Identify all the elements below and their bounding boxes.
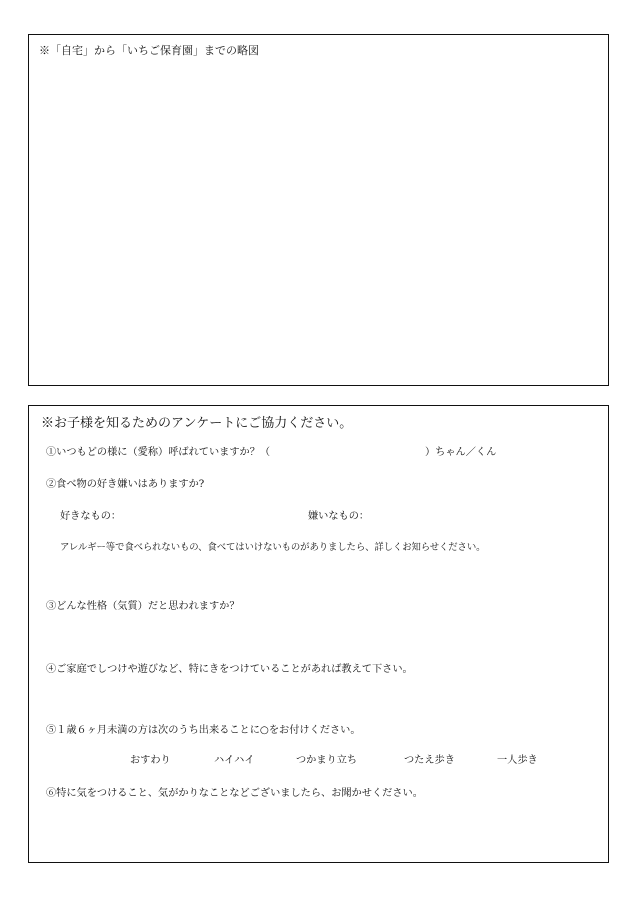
option-haihai[interactable]: ハイハイ [214,755,255,766]
option-tsukamari-dachi[interactable]: つかまり立ち [296,755,358,766]
question-3-text: ③どんな性格（気質）だと思われますか？ [46,601,240,612]
survey-title: ※お子様を知るためのアンケートにご協力ください。 [41,416,353,431]
map-drawing-box[interactable] [28,34,609,386]
question-5-text: ⑤１歳６ヶ月未満の方は次のうち出来ることに○をお付けください。 [46,725,361,736]
option-hitori-aruki[interactable]: 一人歩き [497,755,538,766]
question-1-text: ①いつもどの様に（愛称）呼ばれていますか？（ [46,447,271,458]
map-caption: ※「自宅」から「いちご保育園」までの略図 [39,44,259,57]
question-6-text: ⑥特に気をつけること、気がかりなことなどございましたら、お聞かせください。 [46,788,423,799]
option-osuwari[interactable]: おすわり [130,755,171,766]
question-2-text: ②食べ物の好き嫌いはありますか? [46,479,205,490]
dislikes-label: 嫌いなもの： [308,511,370,522]
likes-label: 好きなもの： [60,511,122,522]
question-4-text: ④ご家庭でしつけや遊びなど、特にきをつけていることがあれば教えて下さい。 [46,664,413,675]
question-1-suffix: ）ちゃん／くん [425,447,497,458]
allergy-text: アレルギー等で食べられないもの、食べてはいけないものがありましたら、詳しくお知らせください。 [60,542,486,553]
option-tsutae-aruki[interactable]: つたえ歩き [404,755,455,766]
survey-box [28,405,609,863]
